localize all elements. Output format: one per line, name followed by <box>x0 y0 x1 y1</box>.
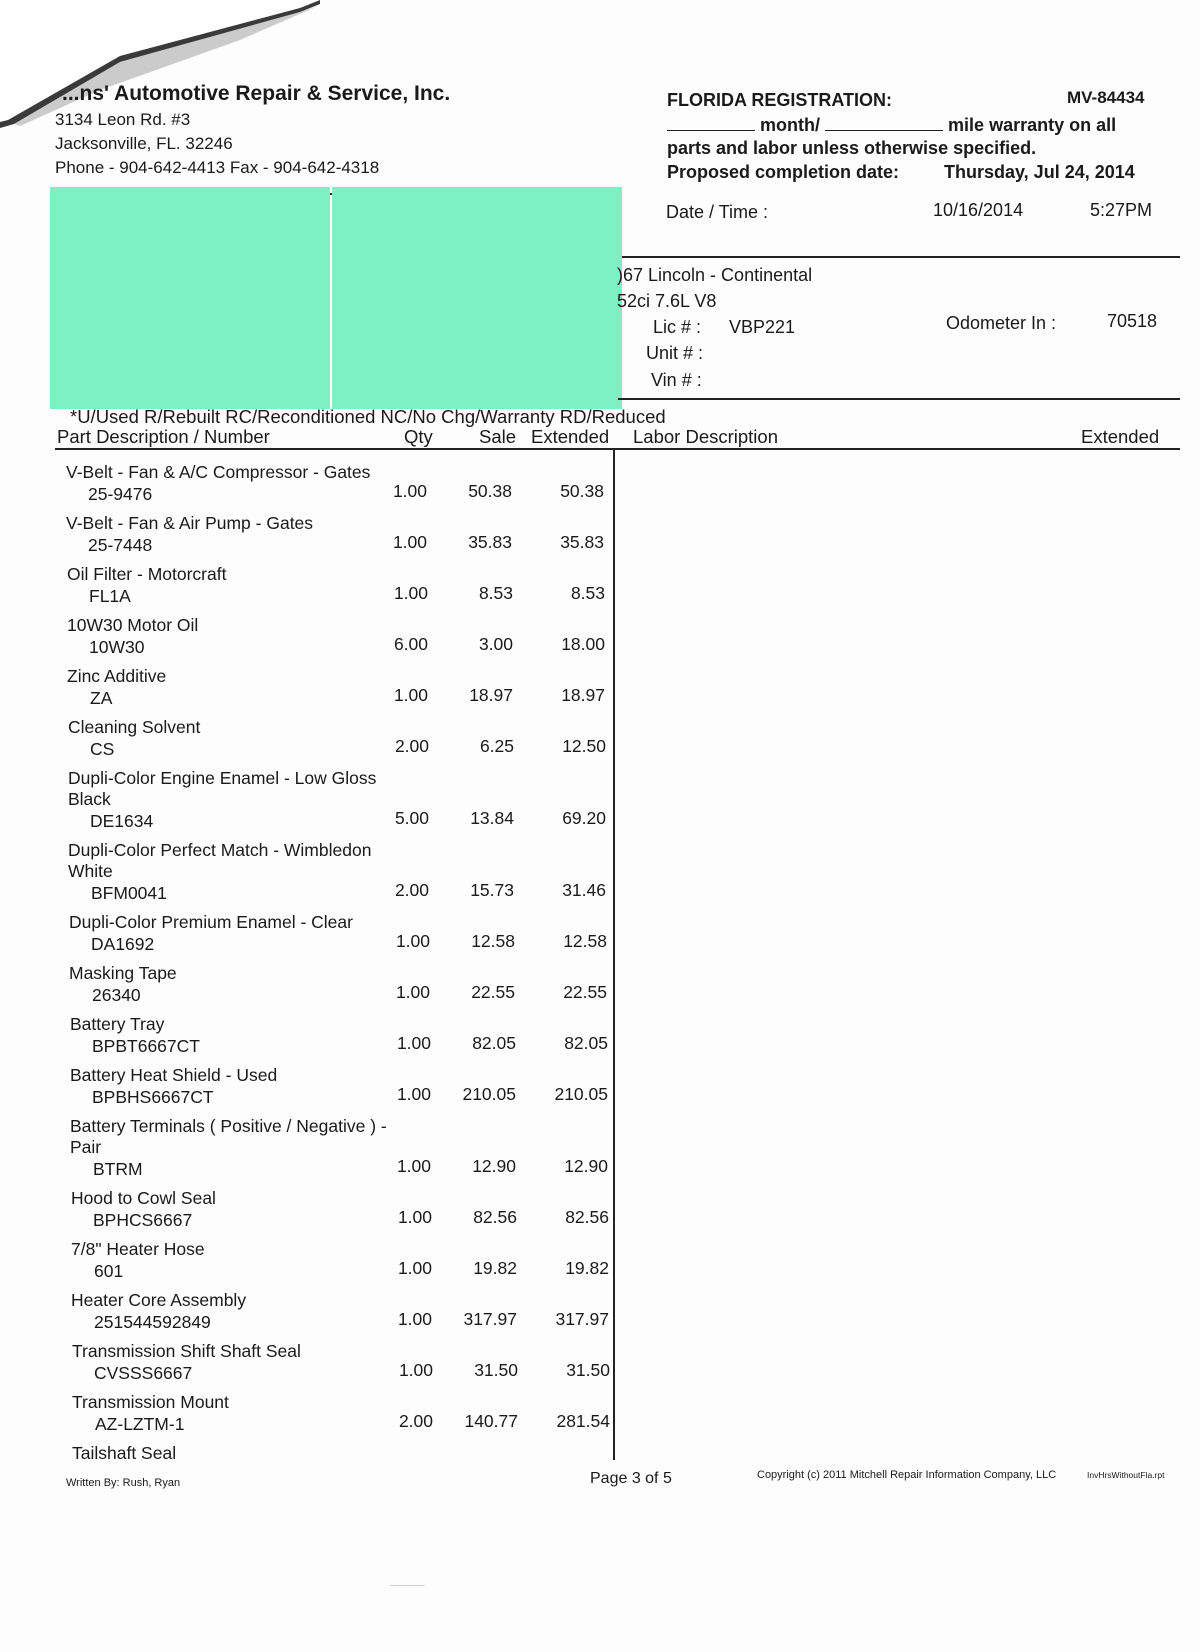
odometer-label: Odometer In : <box>946 313 1057 333</box>
part-extended-price: 50.38 <box>560 481 604 501</box>
vehicle-rule <box>618 398 1180 400</box>
report-name: InvHrsWithoutFla.rpt <box>1087 1470 1165 1480</box>
part-qty: 1.00 <box>397 1258 432 1278</box>
part-qty: 1.00 <box>395 931 430 951</box>
part-description: Oil Filter - Motorcraft <box>67 564 227 584</box>
part-number: ZA <box>90 688 113 708</box>
part-number: BPBT6667CT <box>92 1036 200 1056</box>
part-sale-price: 8.53 <box>478 583 513 603</box>
part-description: Hood to Cowl Seal <box>71 1188 216 1208</box>
part-qty: 1.00 <box>397 1309 432 1329</box>
part-description: Heater Core Assembly <box>71 1290 247 1310</box>
company-address-line1: 3134 Leon Rd. #3 <box>55 110 191 129</box>
part-number: DA1692 <box>91 934 155 954</box>
part-sale-price: 3.00 <box>478 634 513 654</box>
part-number: 10W30 <box>89 637 145 657</box>
part-extended-price: 31.50 <box>566 1360 610 1380</box>
part-description: Cleaning Solvent <box>68 717 201 737</box>
part-qty: 1.00 <box>392 532 427 552</box>
part-description: Tailshaft Seal <box>72 1443 177 1463</box>
part-description: 7/8" Heater Hose <box>71 1239 205 1259</box>
part-description: Masking Tape <box>69 963 177 983</box>
part-sale-price: 19.82 <box>473 1258 517 1278</box>
part-number: 251544592849 <box>94 1312 211 1332</box>
company-address-line2: Jacksonville, FL. 32246 <box>55 134 233 153</box>
part-extended-price: 18.00 <box>561 634 605 654</box>
part-sale-price: 6.25 <box>479 736 514 756</box>
completion-date-value: Thursday, Jul 24, 2014 <box>944 162 1135 182</box>
part-description: V-Belt - Fan & A/C Compressor - Gates <box>66 462 371 482</box>
part-sale-price: 317.97 <box>463 1309 517 1329</box>
vehicle-model: )67 Lincoln - Continental <box>617 265 813 285</box>
warranty-line1 <box>667 115 1116 136</box>
time-value: 5:27PM <box>1090 200 1153 220</box>
part-description: Zinc Additive <box>67 666 167 686</box>
completion-date-label: Proposed completion date: <box>667 162 900 182</box>
column-header-rule <box>55 448 1180 450</box>
column-divider <box>613 450 615 1460</box>
part-number: CS <box>90 739 115 759</box>
part-qty: 1.00 <box>393 583 428 603</box>
copyright-notice: Copyright (c) 2011 Mitchell Repair Information Company, LLC <box>757 1469 1057 1481</box>
scan-artifact <box>390 1585 425 1586</box>
part-sale-price: 31.50 <box>474 1360 518 1380</box>
part-qty: 1.00 <box>396 1156 431 1176</box>
company-phone-fax: Phone - 904-642-4413 Fax - 904-642-4318 <box>55 158 380 177</box>
column-labor-description: Labor Description <box>633 426 778 447</box>
column-labor-extended: Extended <box>1081 426 1160 447</box>
part-qty: 1.00 <box>395 982 430 1002</box>
part-qty: 5.00 <box>394 808 429 828</box>
part-description: Battery Terminals ( Positive / Negative ) - <box>70 1116 387 1136</box>
part-description: Transmission Mount <box>72 1392 229 1412</box>
column-extended: Extended <box>531 426 610 447</box>
warranty-month-label: month/ <box>760 115 821 135</box>
warranty-mile-label: mile warranty on all <box>948 115 1117 135</box>
part-number: 25-7448 <box>88 535 153 555</box>
part-qty: 1.00 <box>397 1207 432 1227</box>
part-number: BTRM <box>93 1159 143 1179</box>
date-value: 10/16/2014 <box>933 200 1024 220</box>
redaction-block-left <box>50 187 330 409</box>
part-description: Transmission Shift Shaft Seal <box>72 1341 301 1361</box>
part-sale-price: 82.56 <box>473 1207 517 1227</box>
part-sale-price: 35.83 <box>468 532 512 552</box>
part-description: Pair <box>70 1137 102 1157</box>
part-extended-price: 281.54 <box>556 1411 610 1431</box>
part-sale-price: 13.84 <box>470 808 514 828</box>
part-sale-price: 18.97 <box>469 685 513 705</box>
part-description: White <box>68 861 113 881</box>
part-number: 25-9476 <box>88 484 153 504</box>
unit-label: Unit # : <box>646 343 704 363</box>
part-number: BPHCS6667 <box>93 1210 193 1230</box>
part-extended-price: 82.05 <box>564 1033 608 1053</box>
vehicle-engine: 52ci 7.6L V8 <box>617 291 717 311</box>
part-extended-price: 69.20 <box>562 808 606 828</box>
part-sale-price: 12.58 <box>471 931 515 951</box>
part-description: Battery Tray <box>70 1014 165 1034</box>
part-number: 26340 <box>92 985 141 1005</box>
part-qty: 1.00 <box>396 1084 431 1104</box>
part-qty: 1.00 <box>398 1360 433 1380</box>
header-rule-right <box>618 256 1180 258</box>
part-extended-price: 210.05 <box>554 1084 608 1104</box>
company-name: ...ns' Automotive Repair & Service, Inc. <box>62 82 451 105</box>
warranty-month-blank <box>667 130 755 131</box>
part-description: Dupli-Color Engine Enamel - Low Gloss <box>68 768 377 788</box>
part-sale-price: 210.05 <box>462 1084 516 1104</box>
part-qty: 2.00 <box>394 736 429 756</box>
part-qty: 1.00 <box>392 481 427 501</box>
part-number: BFM0041 <box>91 883 167 903</box>
vin-label: Vin # : <box>651 370 702 390</box>
license-label: Lic # : <box>653 317 702 337</box>
part-qty: 1.00 <box>396 1033 431 1053</box>
registration-number: MV-84434 <box>1067 88 1145 107</box>
part-number: BPBHS6667CT <box>92 1087 214 1107</box>
part-extended-price: 35.83 <box>560 532 604 552</box>
part-number: DE1634 <box>90 811 154 831</box>
part-extended-price: 19.82 <box>565 1258 609 1278</box>
part-description: V-Belt - Fan & Air Pump - Gates <box>66 513 314 533</box>
part-description: Battery Heat Shield - Used <box>70 1065 278 1085</box>
page-number: Page 3 of 5 <box>590 1470 672 1487</box>
part-extended-price: 12.50 <box>562 736 606 756</box>
warranty-mile-blank <box>825 130 943 131</box>
part-description: Black <box>68 789 111 809</box>
part-number: CVSSS6667 <box>94 1363 193 1383</box>
part-number: 601 <box>94 1261 124 1281</box>
part-extended-price: 8.53 <box>570 583 605 603</box>
part-extended-price: 22.55 <box>563 982 607 1002</box>
part-sale-price: 22.55 <box>471 982 515 1002</box>
part-sale-price: 12.90 <box>472 1156 516 1176</box>
column-sale: Sale <box>479 426 517 447</box>
odometer-value: 70518 <box>1107 311 1158 331</box>
registration-label: FLORIDA REGISTRATION: <box>667 90 892 110</box>
part-extended-price: 12.58 <box>563 931 607 951</box>
part-description: Dupli-Color Perfect Match - Wimbledon <box>68 840 372 860</box>
part-qty: 2.00 <box>394 880 429 900</box>
part-sale-price: 82.05 <box>472 1033 516 1053</box>
written-by: Written By: Rush, Ryan <box>66 1477 181 1489</box>
part-number: FL1A <box>89 586 131 606</box>
condition-legend: *U/Used R/Rebuilt RC/Reconditioned NC/No Chg/Warranty RD/Reduced <box>70 406 666 427</box>
part-description: 10W30 Motor Oil <box>67 615 199 635</box>
redaction-block-right <box>332 187 622 409</box>
part-qty: 1.00 <box>393 685 428 705</box>
column-qty: Qty <box>404 426 433 447</box>
date-time-label: Date / Time : <box>666 202 769 222</box>
column-part-description: Part Description / Number <box>57 426 270 447</box>
part-extended-price: 82.56 <box>565 1207 609 1227</box>
part-extended-price: 18.97 <box>561 685 605 705</box>
part-description: Dupli-Color Premium Enamel - Clear <box>69 912 353 932</box>
part-qty: 6.00 <box>393 634 428 654</box>
part-sale-price: 15.73 <box>470 880 514 900</box>
part-extended-price: 12.90 <box>564 1156 608 1176</box>
part-sale-price: 140.77 <box>464 1411 518 1431</box>
part-number: AZ-LZTM-1 <box>95 1414 185 1434</box>
part-sale-price: 50.38 <box>468 481 512 501</box>
license-value: VBP221 <box>729 317 796 337</box>
part-qty: 2.00 <box>398 1411 433 1431</box>
warranty-line2: parts and labor unless otherwise specified. <box>667 138 1037 158</box>
part-extended-price: 31.46 <box>562 880 606 900</box>
part-extended-price: 317.97 <box>555 1309 609 1329</box>
